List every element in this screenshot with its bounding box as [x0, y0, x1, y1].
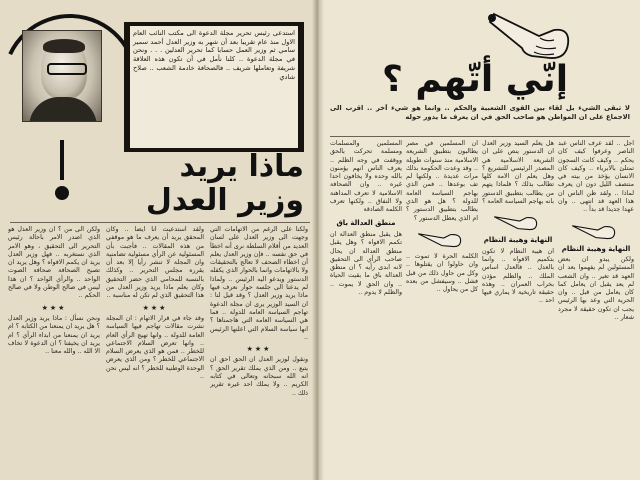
left-col3-text: ولكن الى من ؟ ان وزير العدل هو الذي اصدر الامر باحالة رئيس التحرير الى التحقيق ، وهو الامر الذي نستغربه .. فهل وزير العدل يريد ان يكمم الافواه ؟ وهل يريد ان تصبح الصحافة صحافة الصوت الواحد .. والرأي الواحد ؟ ان هذا ليس في صالح الوطن ولا في صالح الحكم ..: [8, 226, 100, 300]
left-divider: [10, 222, 310, 223]
intro-signature: فالصحافة خادمة الشعب .. صلاح شادي: [133, 63, 295, 81]
left-column-3: [8, 226, 100, 476]
right-col1-subhead: منطق العدالة باق: [336, 218, 396, 227]
question-mark-stem: [60, 140, 64, 180]
left-col1-text: ولكنا على الرغم من الاتهامات التي وجهت الى وزير العدل على لسان العديد من أقلام السلطة نرى أنه اخطأ في حق نفسه .. فإن وزير العدل يعلم أن اخطاء الصحف لا تعالج بالتحقيقات ولا بالاتهامات وانما بالحوار الذي يكفله الدستور ويدعو اليه الرئيس .. ولماذا لم يدعنا الى جلسة حوار نعرف فيها ماذا يريد وزير العدل ؟ وقد قيل لنا : ان السيد الوزير يرى ان مجلة الدعوة تهاجم السياسة العامة للدولة .. فما هي السياسة العامة التي هاجمناها ؟ انها سياسة السلام التي اعلنها الرئيس ..: [210, 226, 308, 341]
right-column-2: [406, 140, 478, 476]
right-divider: [330, 136, 630, 137]
right-column-4: [558, 140, 634, 476]
left-stars-3: ★★★: [246, 345, 272, 354]
page-fold: [312, 0, 324, 480]
right-col2-text: ان المسلمين في مصر يطالبون بتطبيق الشريعة الاسلامية منذ سنوات طويلة .. وقد وعدت الحكومة بذلك مرات عديدة .. ولكنها لم تف بوعدها .. فمن الذي يهاجم السياسة العامة للدولة ؟ هل هو الذي يطالب بتطبيق الدستور ؟ ام الذي يعطل الدستور ؟: [406, 140, 478, 222]
left-col2-text: ولقد استدعيت أنا أيضا .. وكأن المحقق يريد أن يعرف ما هو موقفي من هذه المقالات .. فأجبت بأن المسئولية عن الرأي مسئولية تضامنية وان المجلة لا تنشر رأيا إلا بعد أن يقرره مجلس التحرير .. وكذلك بالنسبة للمحامي الذي حضر التحقيق وكان يعلم ماذا يريد وزير العدل من هذا التحقيق الذي لم تكن له مناسبة ..: [106, 226, 204, 300]
right-col4-text: اجل .. لقد عرف الناس عبد الناصر وعرفوا كيف كان يحكم .. وكيف كانت السجون تمتلئ بالابرياء .. وكيف كان الانسان يؤخذ من بيته في منتصف الليل دون ان يعرف لماذا .. ولقد ظن الناس ان هذا العهد قد انتهى .. وان عهدا جديدا قد بدأ ..: [558, 140, 634, 214]
right-col1-text: المسلمين والمسلمات ومسلمة تحركت بالحق ووقفت في وجه الظلم .. يعرف الناس انهم يؤمنون بالله وحده ولا يخافون احدا غيره .. وان الصحافة الاسلامية لا تعرف المداهنة ولا النفاق .. ولكنها تعرف الكلمة الصادقة: [330, 140, 402, 214]
pointing-hand-icon-2: [491, 210, 545, 232]
right-lead: [330, 104, 630, 134]
left-column-1: [210, 226, 308, 476]
right-col3-text: هل يعلم السيد وزير العدل ان الدستور ينص على ان الشريعة الاسلامية هي المصدر الرئيسي للتشريع ؟ وهل يعلم ان الامة كلها تطالب بذلك ؟ فلماذا يتهم من يطالب بتطبيق الدستور بانه يهاجم السياسة العامة ؟: [482, 140, 554, 206]
right-headline: إنّي أتّهم ؟: [381, 59, 569, 100]
question-mark-dot: [55, 186, 69, 200]
pointing-hand-icon: [415, 227, 469, 249]
intro-text: استدعى رئيس تحرير مجلة الدعوة الى مكتب النائب العام الاول منذ عام تقريبا بعد أن شهر به وزير العدل أحمد سمير سامي ثم وزير العمل حسابا كما تحرير العدلين . . . ونحن في مجلة الدعوة .. كلنا نأمل في أن تكون هذه العلاقة شريفة وتعاملها شريف ..: [133, 29, 295, 72]
portrait-photo: [22, 30, 102, 122]
right-col4-text-b: ولكن يبدو ان بعض المسئولين لم يفهموا بعد ان العهد قد تغير .. وان الشعب لم يعد يقبل ان يعامل كما كان يعامل من قبل .. وان الحرية التي وعد بها الرئيس يجب ان تكون حقيقة لا مجرد شعار ..: [558, 255, 634, 322]
right-col4-subhead: النهاية وهيبة النظام: [561, 244, 631, 253]
left-stars-2: ★★★: [142, 303, 168, 312]
left-stars: ★★★: [41, 303, 67, 312]
right-column-1: [330, 140, 402, 476]
left-col2-text-b: وقد جاء في قرار الاتهام : ان المجلة نشرت مقالات تهاجم فيها السياسة العامة للدولة .. وانها تهيج الرأي العام .. وانها تعرض السلام الاجتماعي للخطر .. فمن هو الذي يعرض السلام الاجتماعي للخطر ؟ ومن الذي يعرض الوحدة الوطنية للخطر ؟ انه ليس نحن ..: [106, 314, 204, 381]
intro-box: [124, 22, 304, 152]
right-col3-text-b: ان هيبة النظام لا تكون بتكميم الافواه .. وانما بالعدل .. فالعدل اساس الملك .. والظلم مؤذن بخراب العمران .. وهذه حقيقة تاريخية لا يماري فيها احد ..: [482, 247, 554, 305]
right-column-3: [482, 140, 554, 476]
left-col1-text-b: ونقول لوزير العدل ان الحق احق ان يتبع .. ومن الذي يملك تقرير الحق ؟ انه الله سبحانه وتعالى في كتابه الكريم .. ولا يملك احد غيره تقرير ذلك ..: [210, 356, 308, 397]
pointing-hand-illustration: [484, 4, 574, 64]
left-column-2: [106, 226, 204, 476]
right-lead-text: لا تبقى الشيء بل لقاء بين القوى الشعبية والحكم .. وانما هو شيء آخر .. اقرب الى الاجماع على ان المواطن هو صاحب الحق في ان يعرف ما يدور حوله: [330, 104, 630, 121]
right-col2-text-b: الكلمة الحرة لا تموت .. وان حاولوا ان يقتلوها .. وكل من حاول ذلك من قبل فشل .. وسيفشل من بعده كل من يحاول ..: [406, 252, 478, 294]
left-headline-line1: ماذا يريد: [179, 149, 304, 184]
left-headline-line2: وزير العدل: [145, 183, 304, 218]
pointing-hand-icon-3: [569, 219, 623, 241]
left-col3-text-b: ونحن نسأل : ماذا يريد وزير العدل ؟ هل يريد ان يمنعنا من الكتابة ؟ ام يريد ان يمنعنا من ابداء الرأي ؟ ام يريد ان يخيفنا ؟ ان الدعوة لا تخاف الا الله .. والله معنا ..: [8, 314, 100, 356]
right-col3-subhead: النهاية وهيبة النظام: [483, 236, 553, 245]
right-col1-text-b: هل يقبل منطق العدالة ان تكمم الافواه ؟ وهل يقبل منطق العدالة ان يحال صاحب الرأي الى التحقيق لانه ابدى رأيه ؟ ان منطق العدالة باق ما بقيت الحياة .. وان الحق لا يموت .. والظلم لا يدوم ..: [330, 230, 402, 297]
